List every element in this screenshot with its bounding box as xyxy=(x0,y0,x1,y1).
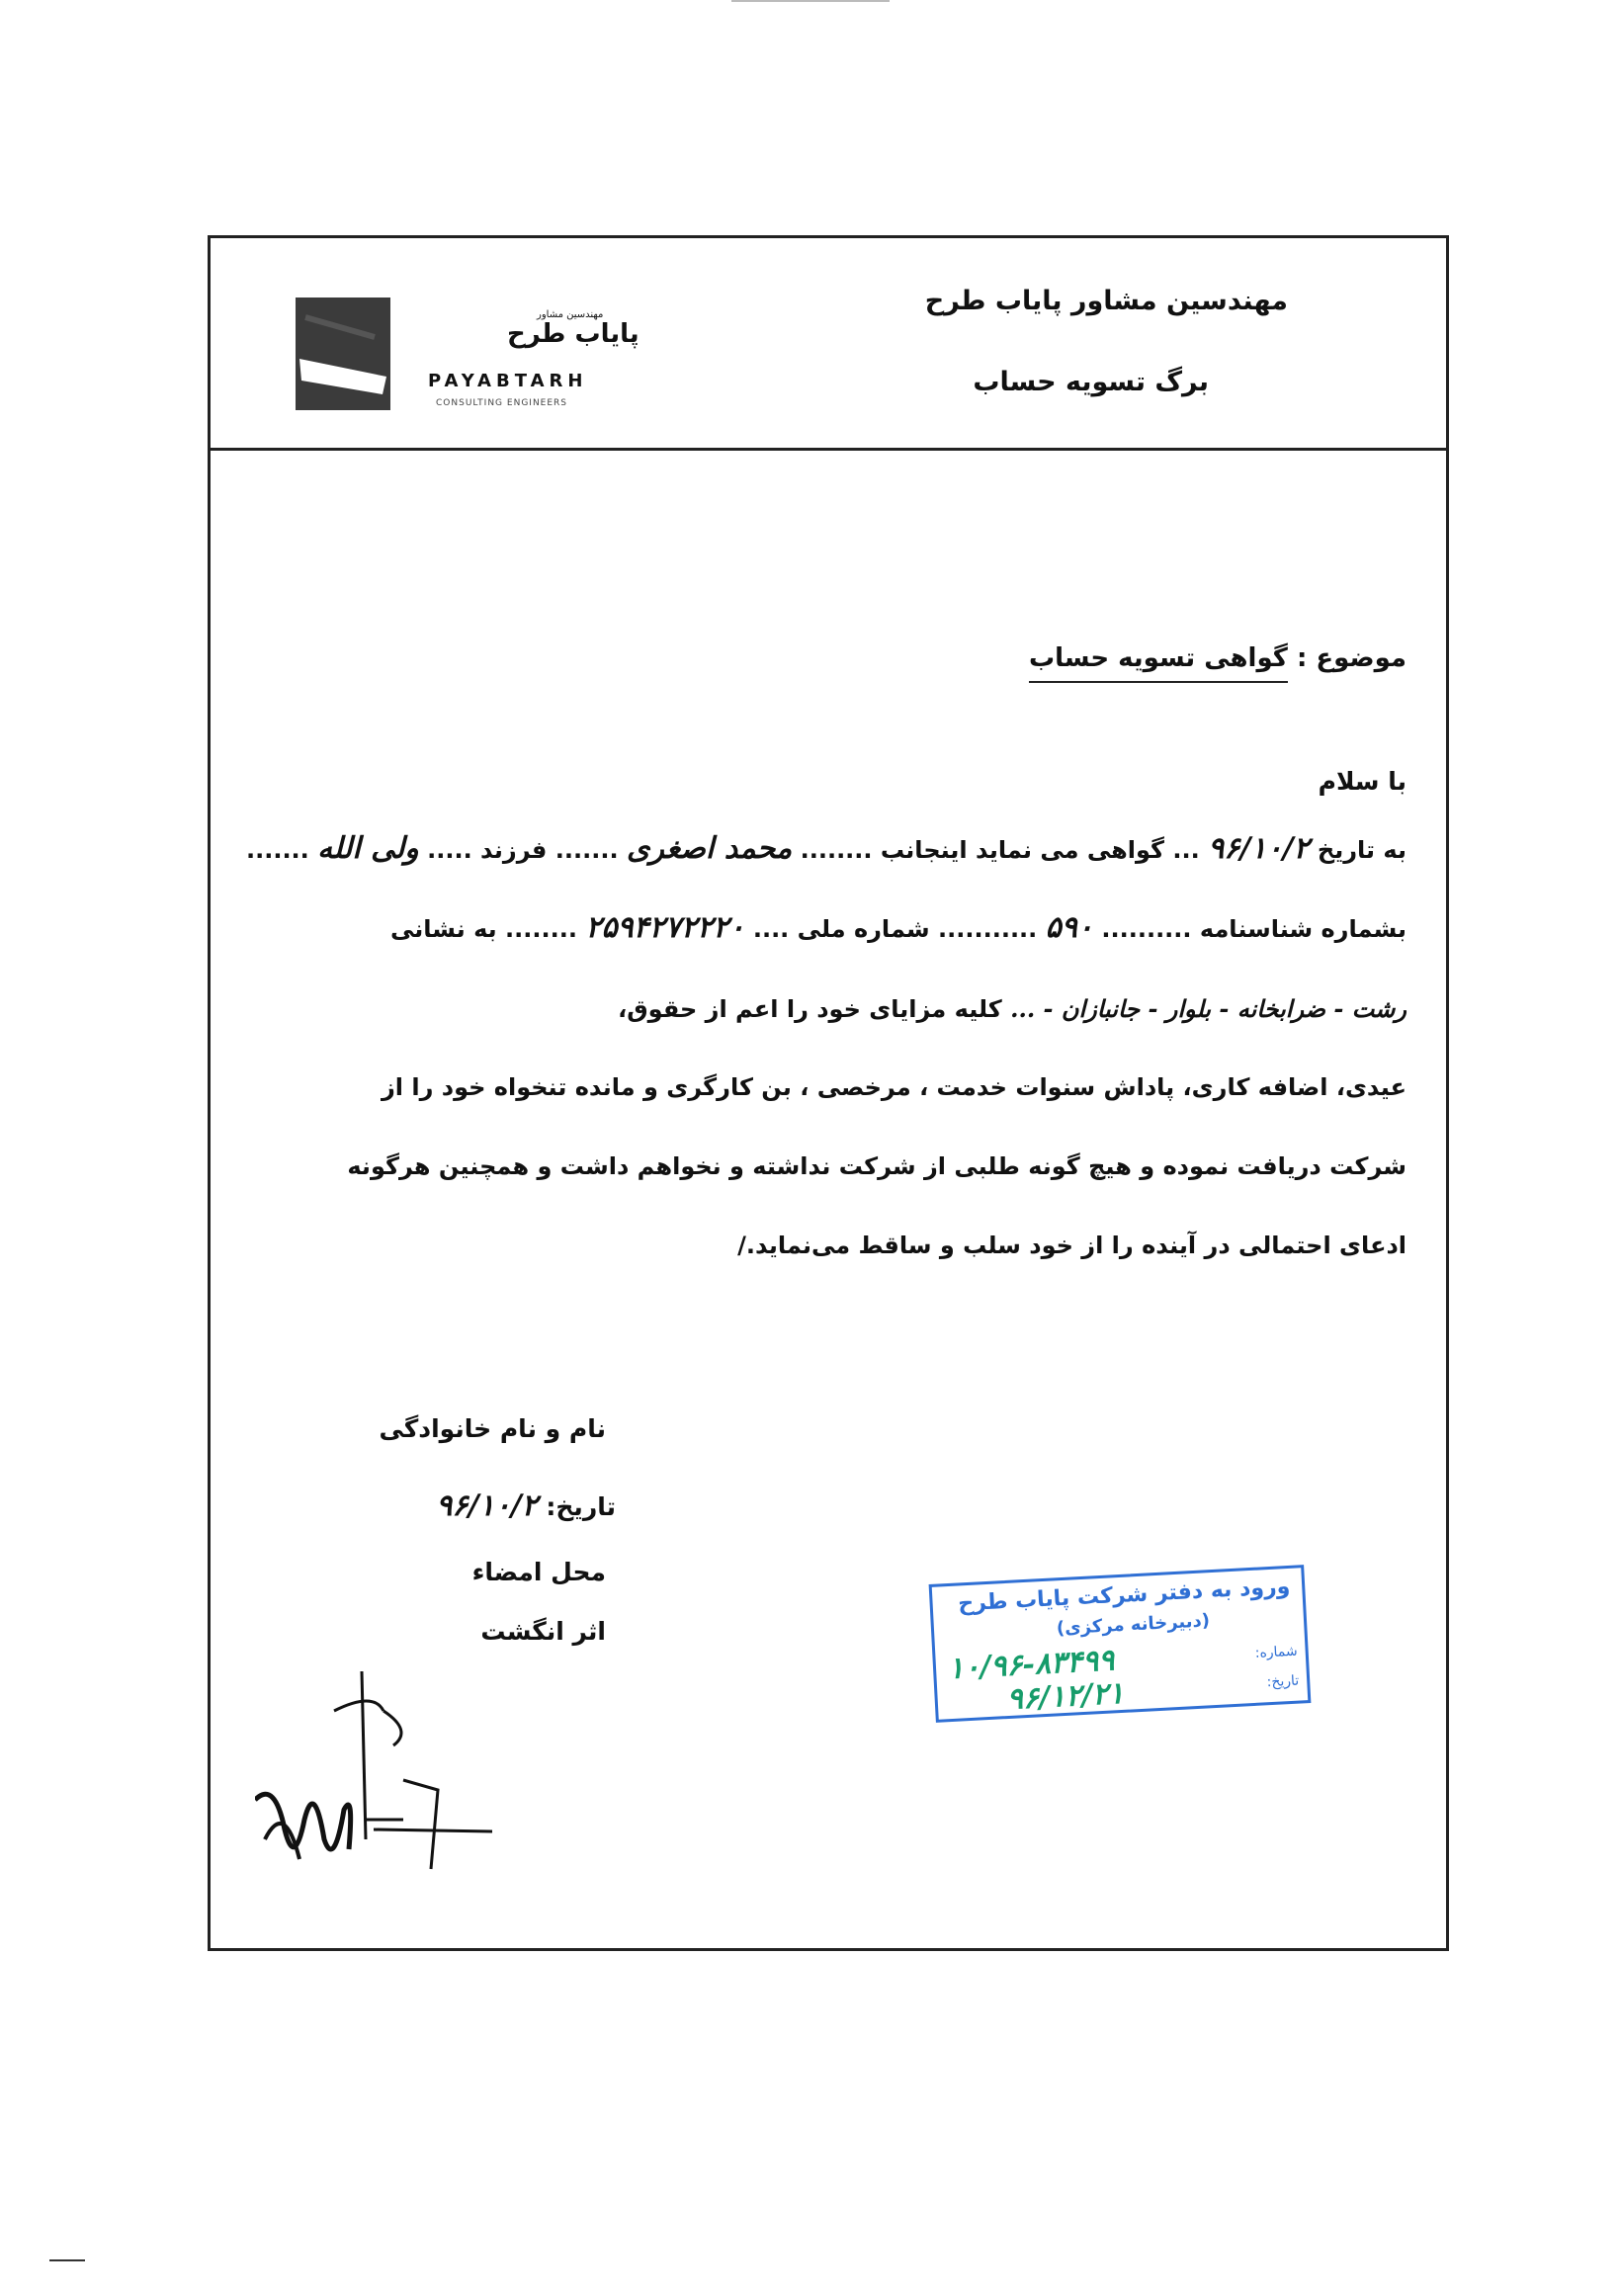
dotted-fill: ..... xyxy=(427,836,472,864)
body-line-3 xyxy=(618,994,1406,1023)
signature-place-label: محل امضاء xyxy=(471,1558,606,1586)
benefits-text: کلیه مزایای خود را اعم از حقوق، xyxy=(618,995,1002,1023)
handwritten-father-name: ولی الله xyxy=(317,831,419,866)
thumbprint-label: اثر انگشت xyxy=(480,1617,606,1646)
stamp-subtitle: (دبیرخانه مرکزی) xyxy=(1056,1610,1211,1640)
birth-cert-label: بشماره شناسنامه xyxy=(1199,915,1406,943)
dotted-fill: ....... xyxy=(245,836,309,864)
dotted-fill: .... xyxy=(752,915,790,943)
stamp-number-label: شماره: xyxy=(1254,1643,1299,1661)
stamp-date: ۹۶/۱۲/۲۱ xyxy=(1005,1675,1126,1718)
dotted-fill: ........ xyxy=(505,915,577,943)
handwritten-national-id: ۲۵۹۴۲۷۲۲۲۰ xyxy=(585,910,745,945)
stamp-date-label: تاریخ: xyxy=(1266,1672,1300,1691)
logo-mark-icon xyxy=(296,298,390,410)
scan-edge-mark xyxy=(731,0,890,2)
dotted-fill: ........... xyxy=(938,915,1038,943)
logo-brand-en: PAYABTARH xyxy=(428,371,588,391)
dotted-fill: .......... xyxy=(1101,915,1192,943)
dotted-fill: ... xyxy=(1172,836,1200,864)
address-label: به نشانی xyxy=(390,915,497,943)
handwritten-sign-date: ۹۶/۱۰/۲ xyxy=(436,1488,538,1523)
handwritten-address: رشت - ضرابخانه - بلوار - جانبازان - ... xyxy=(1010,994,1406,1023)
date-prefix: به تاریخ xyxy=(1317,836,1406,864)
body-line-1 xyxy=(246,831,1406,866)
logo-brand-fa: پایاب طرح xyxy=(507,319,639,349)
stamp-title: ورود به دفتر شرکت پایاب طرح xyxy=(957,1573,1291,1617)
stamp-number: ۱۰/۹۶-۸۳۴۹۹ xyxy=(947,1643,1116,1687)
child-of-text: فرزند xyxy=(480,836,548,864)
header-divider xyxy=(211,448,1446,451)
body-line-2 xyxy=(390,910,1406,945)
handwritten-date: ۹۶/۱۰/۲ xyxy=(1208,831,1310,866)
dotted-fill: ........ xyxy=(800,836,873,864)
office-entry-stamp xyxy=(929,1565,1312,1723)
subject-line xyxy=(1029,643,1406,673)
subject-label: موضوع : xyxy=(1296,643,1406,673)
dotted-fill: ....... xyxy=(554,836,619,864)
subject-value: گواهی تسویه حساب xyxy=(1029,643,1288,683)
certify-text: گواهی می نماید اینجانب xyxy=(880,836,1164,864)
national-id-label: شماره ملی xyxy=(797,915,930,943)
date-field xyxy=(436,1488,616,1523)
handwritten-name: محمد اصغری xyxy=(626,831,793,866)
name-label: نام و نام خانوادگی xyxy=(379,1414,606,1443)
scan-edge-mark xyxy=(49,2259,85,2261)
handwritten-signature xyxy=(255,1671,492,1879)
logo-subtitle: CONSULTING ENGINEERS xyxy=(436,398,568,408)
date-label: تاریخ: xyxy=(546,1492,616,1521)
form-title: برگ تسویه حساب xyxy=(973,367,1209,397)
body-line-6: ادعای احتمالی در آینده را از خود سلب و ساقط می‌نماید./ xyxy=(737,1232,1406,1259)
handwritten-id-number: ۵۹۰ xyxy=(1045,910,1093,945)
greeting: با سلام xyxy=(1318,767,1406,796)
logo-brand-small: مهندسین مشاور xyxy=(537,309,604,320)
body-line-5: شرکت دریافت نموده و هیچ گونه طلبی از شرکت نداشته و نخواهم داشت و همچنین هرگونه xyxy=(347,1152,1406,1180)
document-frame xyxy=(208,235,1449,1951)
body-line-4: عیدی، اضافه کاری، پاداش سنوات خدمت ، مرخصی ، بن کارگری و مانده تنخواه خود را از xyxy=(381,1073,1406,1101)
company-name: مهندسین مشاور پایاب طرح xyxy=(924,286,1288,316)
